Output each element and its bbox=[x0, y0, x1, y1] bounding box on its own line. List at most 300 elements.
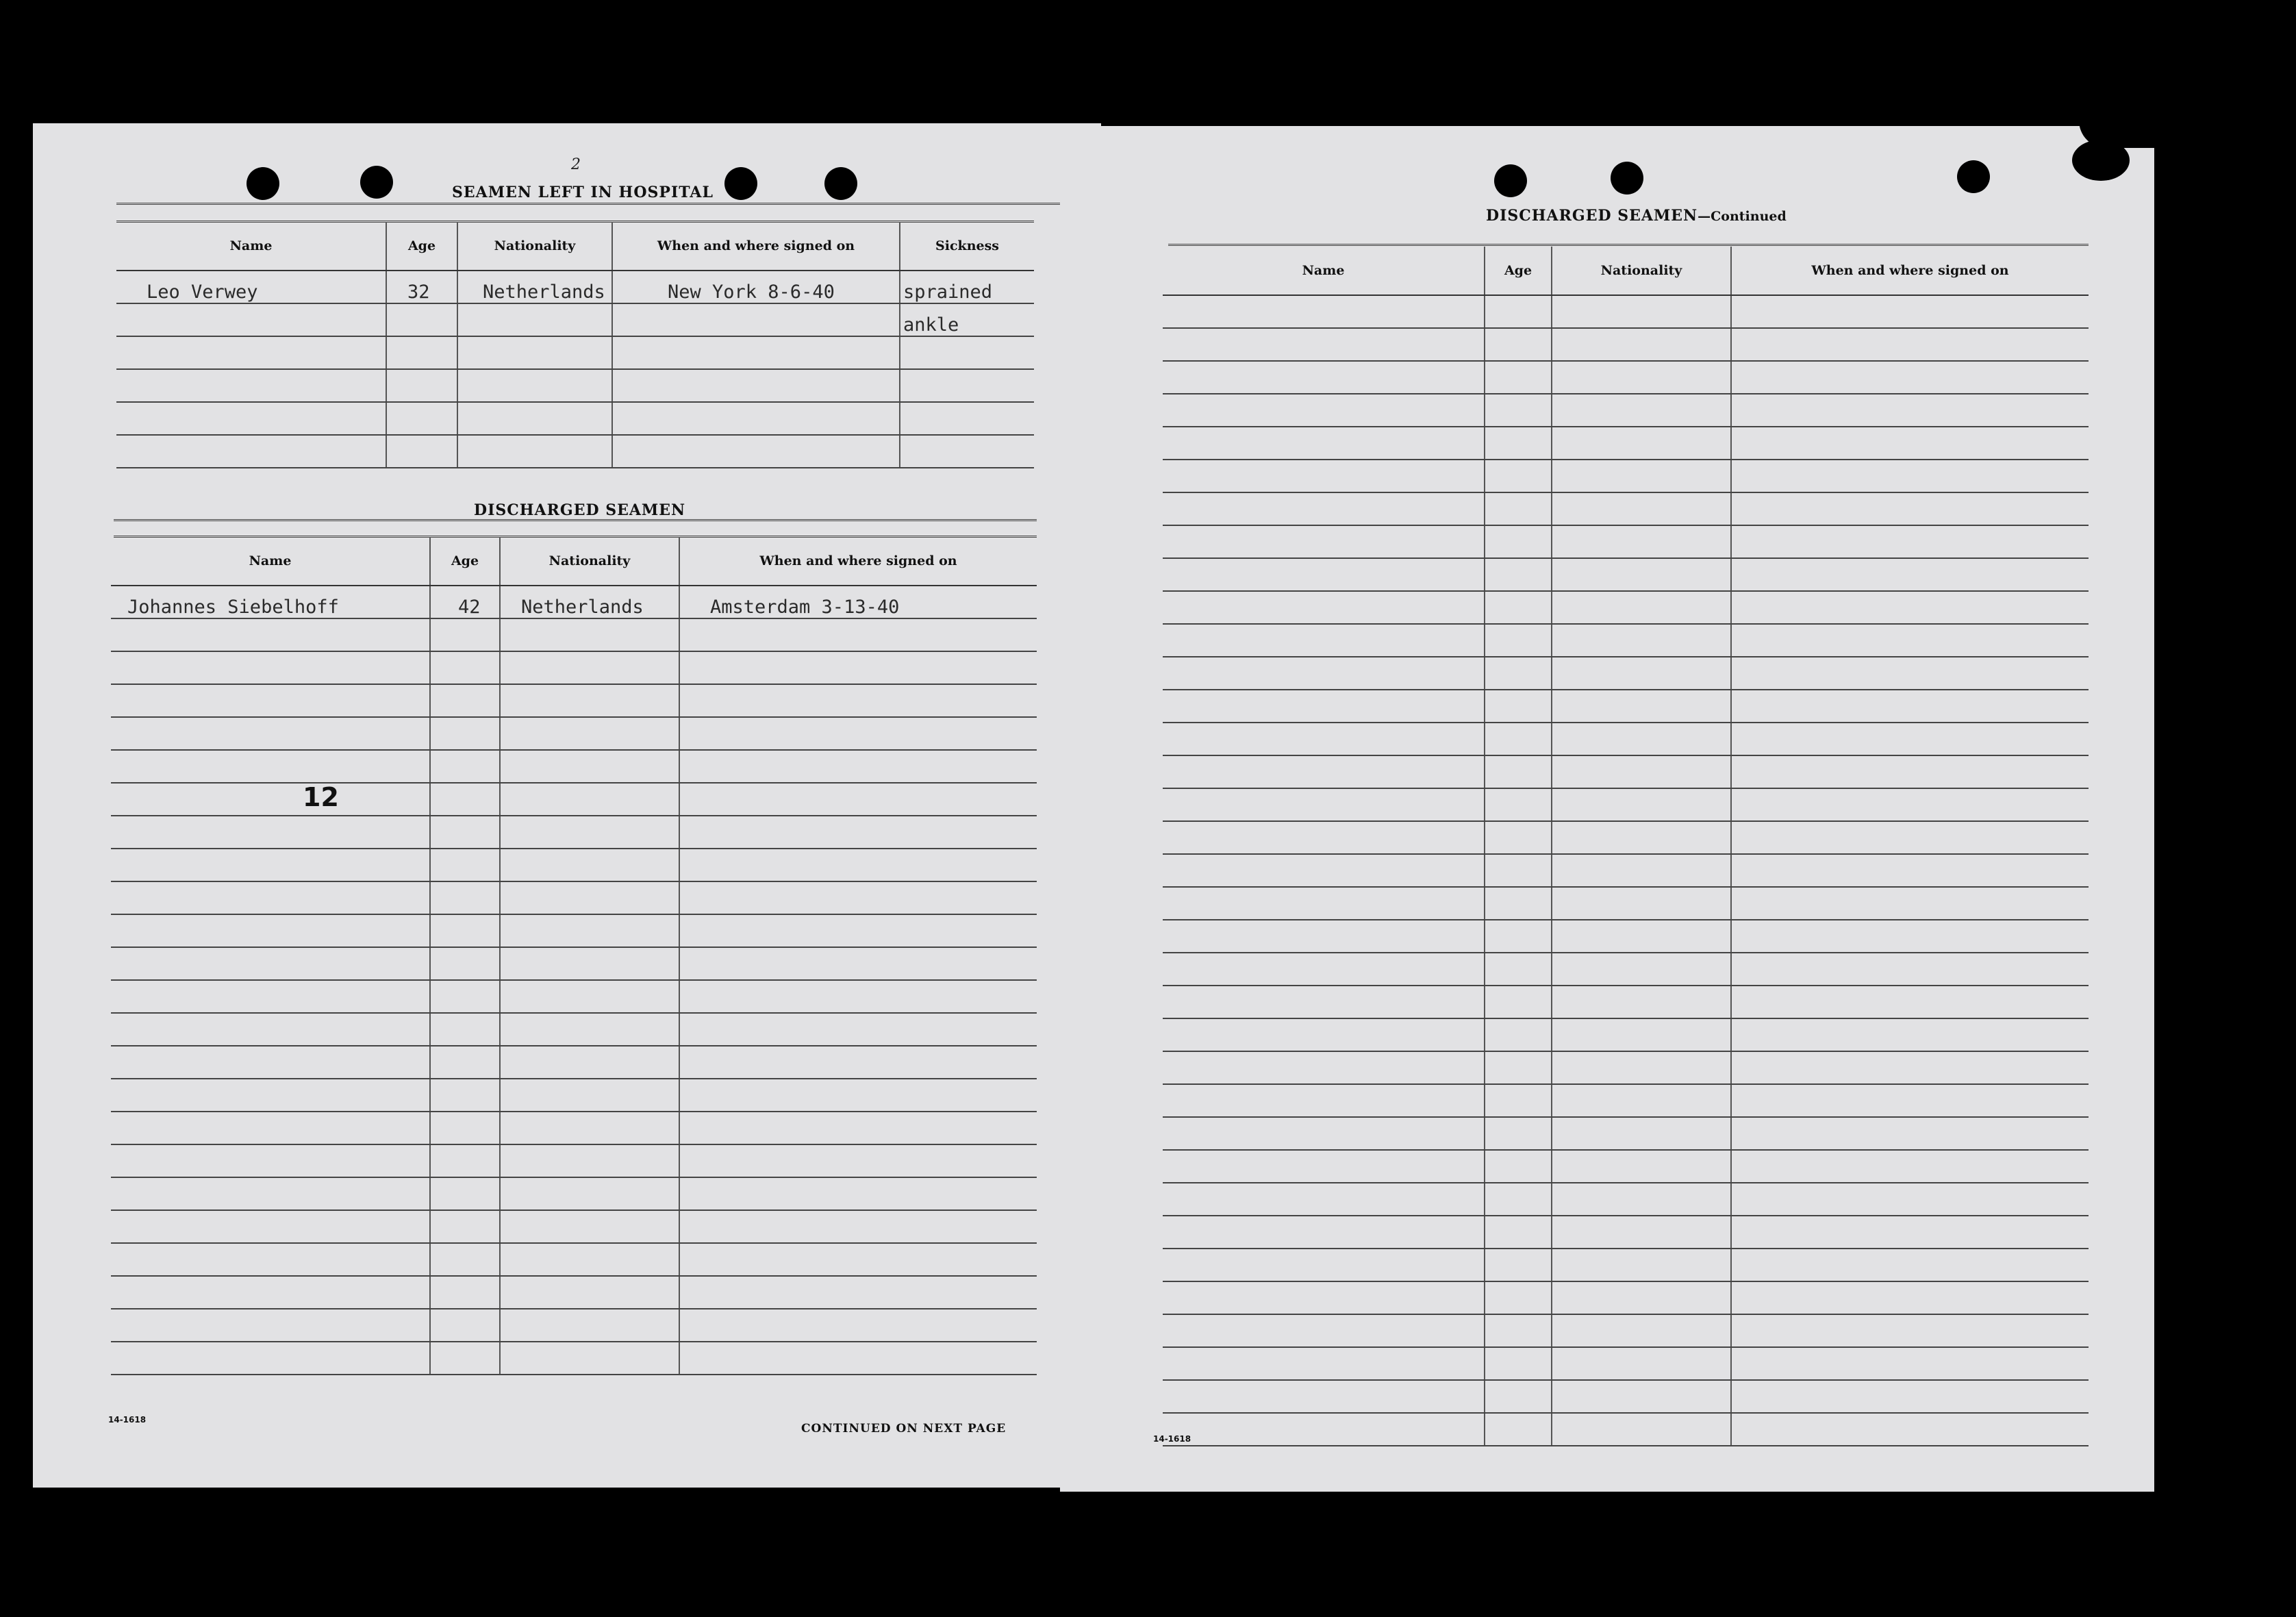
table-row bbox=[111, 1013, 1037, 1046]
table-row bbox=[1163, 788, 2089, 821]
table-cell bbox=[111, 1243, 430, 1276]
table-cell bbox=[1485, 887, 1552, 920]
table-cell bbox=[111, 1046, 430, 1079]
table-cell bbox=[1163, 427, 1485, 460]
table-cell bbox=[1485, 1216, 1552, 1249]
table-cell bbox=[1163, 1084, 1485, 1117]
table-cell: sprained bbox=[900, 271, 1034, 303]
table-cell bbox=[500, 849, 679, 881]
table-cell bbox=[1163, 558, 1485, 591]
table-cell bbox=[1731, 394, 2089, 427]
table-cell bbox=[679, 1243, 1037, 1276]
table-cell: 32 bbox=[386, 271, 457, 303]
table-cell bbox=[1485, 525, 1552, 558]
table-row bbox=[111, 1144, 1037, 1177]
table-cell bbox=[111, 914, 430, 947]
table-cell bbox=[1731, 1150, 2089, 1183]
table-cell bbox=[1731, 788, 2089, 821]
table-cell bbox=[500, 651, 679, 684]
table-cell bbox=[1485, 460, 1552, 492]
table-cell bbox=[1163, 1249, 1485, 1281]
table-cell bbox=[111, 980, 430, 1013]
table-cell: Leo Verwey bbox=[116, 271, 386, 303]
table-cell bbox=[116, 369, 386, 402]
table-cell bbox=[1163, 723, 1485, 755]
header-name: Name bbox=[111, 537, 430, 586]
table-cell bbox=[1163, 460, 1485, 492]
table-cell bbox=[500, 947, 679, 980]
table-cell bbox=[612, 435, 900, 468]
table-cell bbox=[1731, 1117, 2089, 1150]
table-cell bbox=[612, 303, 900, 336]
table-row bbox=[1163, 1183, 2089, 1216]
table-row bbox=[1163, 657, 2089, 690]
table-cell bbox=[111, 618, 430, 651]
table-cell bbox=[1163, 1183, 1485, 1216]
table-cell bbox=[111, 1013, 430, 1046]
table-row bbox=[111, 783, 1037, 816]
table-cell bbox=[1485, 558, 1552, 591]
table-cell bbox=[430, 783, 500, 816]
table-cell bbox=[1552, 1249, 1731, 1281]
table-cell bbox=[1552, 723, 1731, 755]
table-row bbox=[1163, 953, 2089, 986]
table-row bbox=[1163, 591, 2089, 624]
header-name: Name bbox=[1163, 247, 1485, 295]
table-cell bbox=[1163, 328, 1485, 361]
table-cell bbox=[430, 980, 500, 1013]
table-cell bbox=[386, 435, 457, 468]
table-row bbox=[116, 402, 1034, 435]
table-cell bbox=[1163, 986, 1485, 1018]
table-cell bbox=[1731, 427, 2089, 460]
table-cell bbox=[1485, 361, 1552, 394]
table-cell bbox=[111, 1309, 430, 1342]
hospital-rows bbox=[116, 271, 1034, 468]
table-cell bbox=[679, 1013, 1037, 1046]
table-cell bbox=[1731, 361, 2089, 394]
table-cell bbox=[679, 684, 1037, 717]
table-cell bbox=[500, 1342, 679, 1375]
table-cell bbox=[500, 1243, 679, 1276]
table-cell bbox=[1731, 887, 2089, 920]
table-cell bbox=[1552, 1183, 1731, 1216]
table-cell bbox=[1485, 1413, 1552, 1446]
table-row bbox=[1163, 1084, 2089, 1117]
table-cell bbox=[1552, 1051, 1731, 1084]
table-cell bbox=[900, 402, 1034, 435]
table-cell bbox=[1731, 295, 2089, 328]
table-cell bbox=[1552, 690, 1731, 723]
table-cell bbox=[430, 1210, 500, 1243]
table-cell bbox=[1485, 854, 1552, 887]
table-cell bbox=[1552, 1281, 1731, 1314]
table-cell bbox=[1485, 986, 1552, 1018]
continued-table bbox=[1163, 247, 2089, 1446]
table-cell bbox=[1552, 986, 1731, 1018]
table-cell bbox=[1163, 1281, 1485, 1314]
continued-header-row bbox=[1163, 247, 2089, 295]
table-cell bbox=[679, 914, 1037, 947]
table-cell bbox=[1163, 492, 1485, 525]
table-cell bbox=[1552, 1380, 1731, 1413]
table-cell bbox=[430, 1342, 500, 1375]
table-cell bbox=[1163, 1018, 1485, 1051]
form-number: 14-1618 bbox=[108, 1415, 147, 1425]
form-number: 14-1618 bbox=[1153, 1434, 1191, 1444]
table-cell bbox=[1731, 854, 2089, 887]
table-cell bbox=[430, 1013, 500, 1046]
table-cell bbox=[111, 1177, 430, 1210]
hospital-table bbox=[116, 222, 1034, 468]
table-cell bbox=[430, 1144, 500, 1177]
table-cell bbox=[1485, 1084, 1552, 1117]
table-cell bbox=[1163, 887, 1485, 920]
table-row bbox=[111, 1112, 1037, 1144]
table-cell bbox=[430, 717, 500, 750]
table-cell bbox=[1552, 492, 1731, 525]
table-cell bbox=[1731, 492, 2089, 525]
table-cell bbox=[900, 336, 1034, 369]
table-cell bbox=[111, 651, 430, 684]
table-cell bbox=[1163, 361, 1485, 394]
discharged-title: DISCHARGED SEAMEN bbox=[474, 501, 686, 519]
table-row bbox=[1163, 887, 2089, 920]
stamp-mark: 12 bbox=[303, 782, 339, 812]
table-row bbox=[1163, 1051, 2089, 1084]
table-cell bbox=[386, 336, 457, 369]
discharged-rows bbox=[111, 586, 1037, 1375]
table-cell bbox=[1552, 657, 1731, 690]
table-cell bbox=[1485, 624, 1552, 657]
discharged-table bbox=[111, 537, 1037, 1375]
table-cell bbox=[116, 336, 386, 369]
table-cell bbox=[111, 684, 430, 717]
torn-corner bbox=[2072, 140, 2130, 181]
table-cell bbox=[1485, 1018, 1552, 1051]
table-row bbox=[116, 336, 1034, 369]
table-row bbox=[111, 750, 1037, 783]
right-page bbox=[1060, 126, 2154, 1492]
header-age: Age bbox=[386, 222, 457, 271]
table-cell bbox=[457, 336, 612, 369]
table-row bbox=[116, 271, 1034, 303]
table-cell bbox=[1552, 788, 1731, 821]
table-cell bbox=[111, 1144, 430, 1177]
table-cell bbox=[1731, 1216, 2089, 1249]
table-cell bbox=[1163, 821, 1485, 854]
table-cell bbox=[679, 947, 1037, 980]
table-cell bbox=[679, 1046, 1037, 1079]
table-cell bbox=[679, 1144, 1037, 1177]
table-cell bbox=[430, 1177, 500, 1210]
table-cell bbox=[1731, 591, 2089, 624]
table-cell bbox=[1731, 1051, 2089, 1084]
table-row bbox=[111, 849, 1037, 881]
table-row bbox=[1163, 394, 2089, 427]
table-row bbox=[1163, 1380, 2089, 1413]
table-cell bbox=[1485, 755, 1552, 788]
table-cell bbox=[111, 1276, 430, 1309]
table-cell bbox=[111, 947, 430, 980]
table-cell bbox=[1731, 1018, 2089, 1051]
table-cell bbox=[1552, 887, 1731, 920]
table-cell bbox=[1485, 591, 1552, 624]
table-cell bbox=[679, 980, 1037, 1013]
header-nationality: Nationality bbox=[500, 537, 679, 586]
table-row bbox=[111, 1210, 1037, 1243]
table-cell bbox=[1485, 394, 1552, 427]
table-cell bbox=[430, 1046, 500, 1079]
table-row bbox=[111, 1046, 1037, 1079]
header-signed-on: When and where signed on bbox=[612, 222, 900, 271]
table-row bbox=[1163, 1249, 2089, 1281]
table-cell bbox=[500, 783, 679, 816]
table-row bbox=[116, 435, 1034, 468]
table-cell bbox=[1485, 1183, 1552, 1216]
table-cell bbox=[1552, 460, 1731, 492]
table-cell bbox=[457, 402, 612, 435]
table-cell bbox=[111, 717, 430, 750]
table-row bbox=[111, 586, 1037, 618]
table-cell bbox=[679, 816, 1037, 849]
table-cell bbox=[111, 1342, 430, 1375]
table-cell bbox=[1552, 591, 1731, 624]
table-row bbox=[1163, 624, 2089, 657]
table-cell bbox=[900, 435, 1034, 468]
table-cell bbox=[679, 651, 1037, 684]
table-cell bbox=[500, 881, 679, 914]
table-row bbox=[1163, 755, 2089, 788]
table-cell bbox=[1731, 1347, 2089, 1380]
table-cell bbox=[1731, 1084, 2089, 1117]
table-cell bbox=[1485, 427, 1552, 460]
table-row bbox=[111, 816, 1037, 849]
table-row bbox=[111, 914, 1037, 947]
table-cell bbox=[1163, 657, 1485, 690]
table-cell bbox=[1485, 295, 1552, 328]
table-cell bbox=[1731, 1183, 2089, 1216]
table-cell bbox=[1552, 328, 1731, 361]
table-cell bbox=[386, 369, 457, 402]
continued-rows bbox=[1163, 295, 2089, 1446]
table-cell bbox=[111, 1210, 430, 1243]
table-cell bbox=[1485, 1117, 1552, 1150]
table-row bbox=[111, 947, 1037, 980]
table-row bbox=[1163, 986, 2089, 1018]
table-cell bbox=[500, 980, 679, 1013]
table-cell bbox=[500, 1112, 679, 1144]
table-cell bbox=[430, 1112, 500, 1144]
table-row bbox=[1163, 821, 2089, 854]
table-cell bbox=[679, 1210, 1037, 1243]
table-cell bbox=[430, 618, 500, 651]
table-cell bbox=[1163, 690, 1485, 723]
hospital-header-row bbox=[116, 222, 1034, 271]
table-cell bbox=[1163, 1413, 1485, 1446]
table-cell: New York 8-6-40 bbox=[612, 271, 900, 303]
table-cell bbox=[116, 303, 386, 336]
table-cell bbox=[1731, 624, 2089, 657]
table-cell bbox=[679, 881, 1037, 914]
rule bbox=[116, 203, 1074, 205]
table-cell bbox=[1163, 1380, 1485, 1413]
table-cell bbox=[1485, 920, 1552, 953]
table-row bbox=[1163, 460, 2089, 492]
table-row bbox=[1163, 1281, 2089, 1314]
table-cell bbox=[111, 849, 430, 881]
table-row bbox=[1163, 920, 2089, 953]
table-cell bbox=[1163, 1150, 1485, 1183]
table-cell bbox=[1485, 1347, 1552, 1380]
table-cell bbox=[1163, 591, 1485, 624]
table-cell bbox=[1485, 723, 1552, 755]
table-cell bbox=[1731, 1413, 2089, 1446]
table-cell bbox=[1731, 821, 2089, 854]
table-cell bbox=[1552, 854, 1731, 887]
rule bbox=[114, 519, 1037, 521]
table-row bbox=[111, 1276, 1037, 1309]
punch-hole bbox=[1957, 160, 1990, 193]
table-cell bbox=[430, 750, 500, 783]
table-cell bbox=[1731, 1314, 2089, 1347]
table-cell bbox=[1731, 558, 2089, 591]
table-row bbox=[111, 980, 1037, 1013]
table-cell bbox=[1552, 624, 1731, 657]
table-cell bbox=[500, 1309, 679, 1342]
header-signed-on: When and where signed on bbox=[679, 537, 1037, 586]
table-cell bbox=[679, 1276, 1037, 1309]
table-row bbox=[1163, 854, 2089, 887]
table-cell bbox=[1163, 854, 1485, 887]
rule bbox=[1168, 244, 2089, 246]
table-cell bbox=[1731, 755, 2089, 788]
table-cell bbox=[1552, 821, 1731, 854]
continued-note: CONTINUED ON NEXT PAGE bbox=[801, 1422, 1007, 1436]
punch-hole bbox=[824, 167, 857, 200]
table-cell bbox=[111, 881, 430, 914]
table-row bbox=[111, 618, 1037, 651]
table-row bbox=[111, 1079, 1037, 1112]
header-age: Age bbox=[430, 537, 500, 586]
table-cell bbox=[612, 402, 900, 435]
table-cell bbox=[1163, 295, 1485, 328]
table-cell bbox=[500, 914, 679, 947]
table-cell bbox=[1485, 821, 1552, 854]
table-cell bbox=[1552, 1216, 1731, 1249]
table-row bbox=[111, 717, 1037, 750]
header-sickness: Sickness bbox=[900, 222, 1034, 271]
table-cell bbox=[1552, 525, 1731, 558]
table-cell bbox=[111, 1112, 430, 1144]
table-cell bbox=[430, 816, 500, 849]
table-row bbox=[111, 1177, 1037, 1210]
table-cell bbox=[679, 1112, 1037, 1144]
table-cell bbox=[430, 1079, 500, 1112]
header-nationality: Nationality bbox=[457, 222, 612, 271]
table-row bbox=[116, 369, 1034, 402]
table-cell bbox=[1485, 1051, 1552, 1084]
table-row bbox=[1163, 361, 2089, 394]
table-cell bbox=[386, 303, 457, 336]
table-cell bbox=[1485, 1249, 1552, 1281]
table-row bbox=[1163, 1413, 2089, 1446]
table-row bbox=[1163, 1018, 2089, 1051]
table-cell bbox=[457, 435, 612, 468]
table-cell bbox=[111, 816, 430, 849]
table-cell bbox=[1485, 657, 1552, 690]
table-cell bbox=[1731, 723, 2089, 755]
table-cell bbox=[1552, 1150, 1731, 1183]
table-cell bbox=[430, 914, 500, 947]
table-cell bbox=[1163, 1314, 1485, 1347]
table-cell bbox=[1485, 690, 1552, 723]
table-cell bbox=[1552, 1117, 1731, 1150]
header-name: Name bbox=[116, 222, 386, 271]
header-signed-on: When and where signed on bbox=[1731, 247, 2089, 295]
table-cell bbox=[500, 684, 679, 717]
table-cell bbox=[500, 1177, 679, 1210]
table-cell bbox=[1731, 1281, 2089, 1314]
punch-hole bbox=[724, 167, 757, 200]
table-cell bbox=[1485, 953, 1552, 986]
table-cell bbox=[1485, 1380, 1552, 1413]
table-cell bbox=[1163, 525, 1485, 558]
left-page bbox=[33, 123, 1101, 1488]
punch-hole bbox=[1611, 162, 1643, 195]
table-cell bbox=[1552, 1347, 1731, 1380]
table-cell bbox=[1485, 492, 1552, 525]
table-cell bbox=[679, 1342, 1037, 1375]
table-row bbox=[1163, 492, 2089, 525]
header-nationality: Nationality bbox=[1552, 247, 1731, 295]
table-cell bbox=[430, 881, 500, 914]
table-cell bbox=[679, 849, 1037, 881]
table-cell: 42 bbox=[430, 586, 500, 618]
table-cell bbox=[1163, 953, 1485, 986]
table-cell bbox=[500, 816, 679, 849]
hospital-title: SEAMEN LEFT IN HOSPITAL bbox=[452, 184, 714, 201]
table-row bbox=[1163, 1150, 2089, 1183]
table-cell bbox=[430, 1309, 500, 1342]
table-cell bbox=[1552, 427, 1731, 460]
table-cell bbox=[679, 1079, 1037, 1112]
table-row bbox=[111, 684, 1037, 717]
right-title bbox=[1486, 207, 1787, 225]
right-title-suffix: —Continued bbox=[1698, 209, 1787, 224]
table-cell: Amsterdam 3-13-40 bbox=[679, 586, 1037, 618]
table-cell bbox=[386, 402, 457, 435]
table-cell bbox=[679, 1177, 1037, 1210]
table-row bbox=[111, 1243, 1037, 1276]
table-cell bbox=[1731, 920, 2089, 953]
table-cell bbox=[1731, 690, 2089, 723]
table-cell bbox=[1552, 920, 1731, 953]
table-cell bbox=[1163, 394, 1485, 427]
table-cell bbox=[500, 717, 679, 750]
table-cell bbox=[111, 1079, 430, 1112]
table-cell bbox=[500, 1276, 679, 1309]
table-cell bbox=[500, 618, 679, 651]
table-cell bbox=[457, 303, 612, 336]
table-cell bbox=[500, 750, 679, 783]
table-cell bbox=[1163, 1051, 1485, 1084]
table-cell bbox=[612, 336, 900, 369]
table-cell bbox=[1552, 394, 1731, 427]
table-cell bbox=[1485, 1314, 1552, 1347]
table-cell bbox=[679, 717, 1037, 750]
table-cell: ankle bbox=[900, 303, 1034, 336]
